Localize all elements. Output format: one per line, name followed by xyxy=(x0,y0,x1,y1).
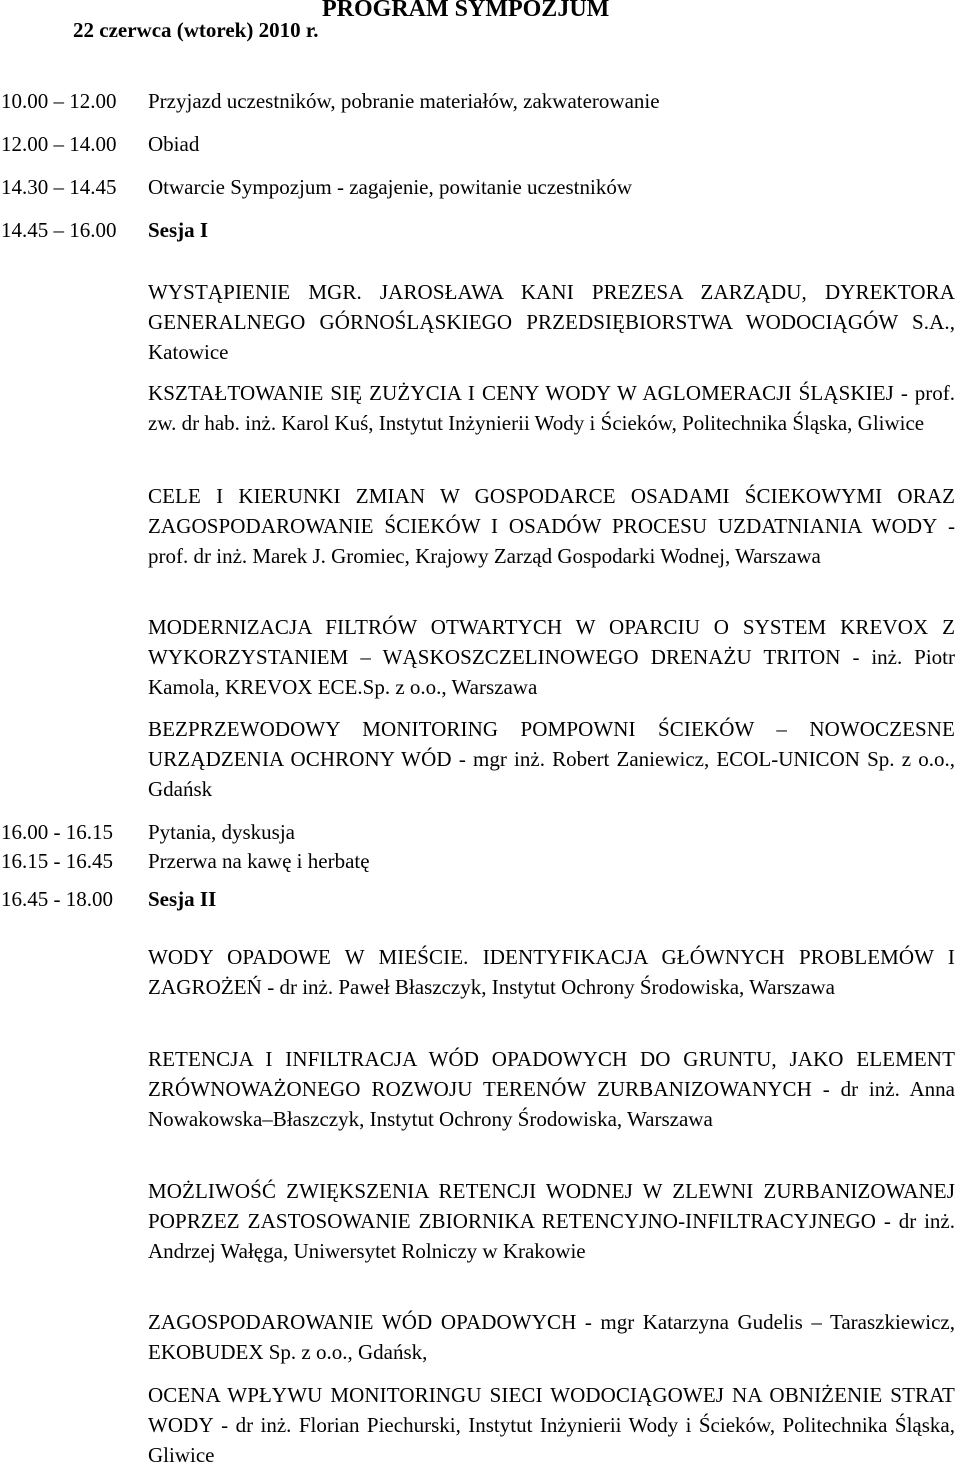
talk-title: CELE I KIERUNKI ZMIAN W GOSPODARCE OSADAMI ŚCIEKOWYMI ORAZ ZAGOSPODAROWANIE ŚCIEKÓW I OSADÓW PROCESU UZDATNIANIA WODY xyxy=(148,484,955,538)
schedule-row xyxy=(0,884,960,914)
schedule-row xyxy=(0,86,960,116)
talk-detail: - mgr inż. Robert Zaniewicz, ECOL-UNICON Sp. z o.o., Gdańsk xyxy=(148,747,956,801)
talk-detail: - mgr Katarzyna Gudelis – Taraszkiewicz, EKOBUDEX Sp. z o.o., Gdańsk, xyxy=(148,1310,955,1364)
talk-title: BEZPRZEWODOWY MONITORING POMPOWNI ŚCIEKÓW – NOWOCZESNE URZĄDZENIA OCHRONY WÓD xyxy=(148,717,955,771)
talk-entry xyxy=(148,1176,955,1266)
schedule-time: 10.00 – 12.00 xyxy=(1,89,117,113)
talk-entry xyxy=(148,612,955,702)
talk-entry xyxy=(148,1307,955,1367)
schedule-label: Otwarcie Sympozjum - zagajenie, powitanie uczestników xyxy=(148,175,633,199)
talk-entry xyxy=(148,378,955,438)
day-heading: 22 czerwca (wtorek) 2010 r. xyxy=(73,18,319,42)
talk-title: KSZTAŁTOWANIE SIĘ ZUŻYCIA I CENY WODY W AGLOMERACJI ŚLĄSKIEJ xyxy=(148,381,894,405)
talk-detail: - prof. dr inż. Marek J. Gromiec, Krajowy Zarząd Gospodarki Wodnej, Warszawa xyxy=(148,514,955,568)
schedule-label: Przerwa na kawę i herbatę xyxy=(148,849,370,873)
talk-title: WYSTĄPIENIE MGR. JAROSŁAWA KANI PREZESA ZARZĄDU, DYREKTORA GENERALNEGO GÓRNOŚLĄSKIEGO PRZEDSIĘBIORSTWA WODOCIĄGÓW S.A. xyxy=(148,280,955,334)
schedule-row xyxy=(0,846,960,876)
talk-detail: - dr inż. Anna Nowakowska–Błaszczyk, Instytut Ochrony Środowiska, Warszawa xyxy=(148,1077,955,1131)
talk-entry xyxy=(148,481,955,571)
talk-entry xyxy=(148,1380,955,1470)
talk-title: MOŻLIWOŚĆ ZWIĘKSZENIA RETENCJI WODNEJ W ZLEWNI ZURBANIZOWANEJ POPRZEZ ZASTOSOWANIE ZBIORNIKA RETENCYJNO-INFILTRACYJNEGO xyxy=(148,1179,955,1233)
page-title: PROGRAM SYMPOZJUM xyxy=(322,0,610,22)
talk-title: MODERNIZACJA FILTRÓW OTWARTYCH W OPARCIU O SYSTEM KREVOX Z WYKORZYSTANIEM – WĄSKOSZCZELINOWEGO DRENAŻU TRITON xyxy=(148,615,955,669)
talk-title: WODY OPADOWE W MIEŚCIE. IDENTYFIKACJA GŁÓWNYCH PROBLEMÓW I ZAGROŻEŃ xyxy=(148,945,955,999)
talk-title: RETENCJA I INFILTRACJA WÓD OPADOWYCH DO GRUNTU, JAKO ELEMENT ZRÓWNOWAŻONEGO ROZWOJU TERENÓW ZURBANIZOWANYCH xyxy=(148,1047,955,1101)
schedule-row xyxy=(0,172,960,202)
session-heading: Sesja I xyxy=(148,218,209,242)
talk-detail: , Katowice xyxy=(148,310,955,364)
schedule-time: 16.15 - 16.45 xyxy=(1,849,113,873)
schedule-time: 16.45 - 18.00 xyxy=(1,887,113,911)
talk-entry xyxy=(148,942,955,1002)
schedule-time: 12.00 – 14.00 xyxy=(1,132,117,156)
schedule-time: 14.30 – 14.45 xyxy=(1,175,117,199)
talk-entry xyxy=(148,277,955,367)
talk-detail: - inż. Piotr Kamola, KREVOX ECE.Sp. z o.o., Warszawa xyxy=(148,645,955,699)
talk-title: ZAGOSPODAROWANIE WÓD OPADOWYCH xyxy=(148,1310,577,1334)
schedule-label: Pytania, dyskusja xyxy=(148,820,295,844)
schedule-row xyxy=(0,817,960,847)
schedule-row xyxy=(0,215,960,245)
schedule-label: Obiad xyxy=(148,132,200,156)
schedule-label: Przyjazd uczestników, pobranie materiałów, zakwaterowanie xyxy=(148,89,660,113)
talk-entry xyxy=(148,1044,955,1134)
schedule-time: 16.00 - 16.15 xyxy=(1,820,113,844)
talk-detail: - dr inż. Florian Piechurski, Instytut Inżynierii Wody i Ścieków, Politechnika Śląska, Gliwice xyxy=(148,1413,955,1467)
session-heading: Sesja II xyxy=(148,887,217,911)
talk-title: OCENA WPŁYWU MONITORINGU SIECI WODOCIĄGOWEJ NA OBNIŻENIE STRAT WODY xyxy=(148,1383,955,1437)
talk-detail: - dr inż. Paweł Błaszczyk, Instytut Ochrony Środowiska, Warszawa xyxy=(261,975,835,999)
talk-detail: - prof. zw. dr hab. inż. Karol Kuś, Instytut Inżynierii Wody i Ścieków, Politechnika Śląska, Gliwice xyxy=(148,381,955,435)
schedule-time: 14.45 – 16.00 xyxy=(1,218,117,242)
talk-entry xyxy=(148,714,955,804)
talk-detail: - dr inż. Andrzej Wałęga, Uniwersytet Rolniczy w Krakowie xyxy=(148,1209,955,1263)
schedule-row xyxy=(0,129,960,159)
